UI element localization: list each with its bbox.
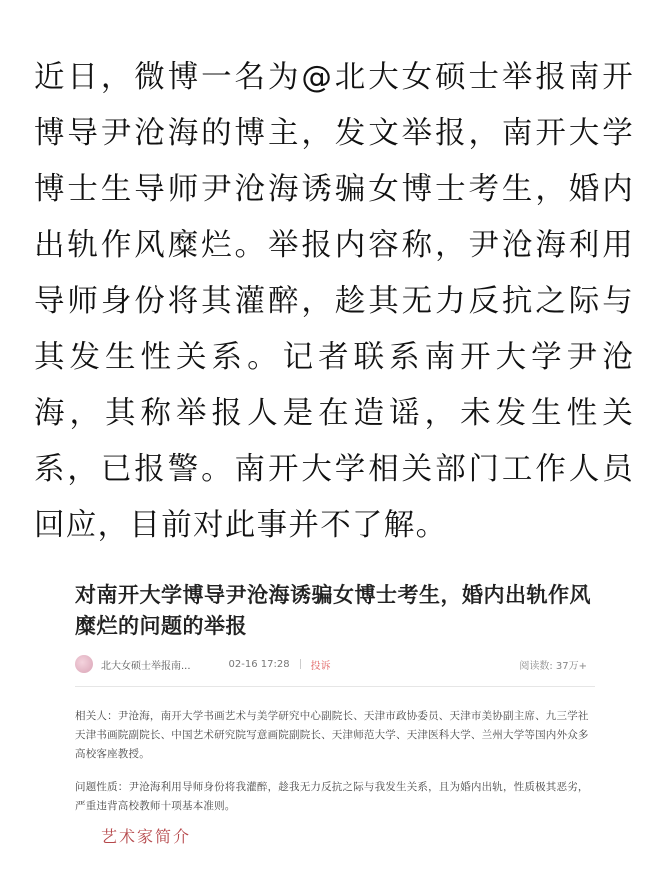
- meta-divider: [300, 659, 301, 669]
- read-count: 阅读数: 37万+: [519, 660, 587, 672]
- author-name: 北大女硕士举报南...: [101, 660, 191, 672]
- post-date: 02-16 17:28: [228, 658, 290, 670]
- avatar: [75, 655, 93, 673]
- complain-link: 投诉: [310, 660, 331, 672]
- issue-nature-paragraph: 问题性质：尹沧海利用导师身份将我灌醉，趁我无力反抗之际与我发生关系，且为婚内出轨，性质极其恶劣，严重违背高校教师十项基本准则。: [75, 781, 589, 812]
- artist-intro-heading: 艺术家简介: [101, 827, 192, 846]
- embedded-weibo-screenshot: [75, 580, 595, 882]
- related-person-paragraph: 相关人：尹沧海，南开大学书画艺术与美学研究中心副院长、天津市政协委员、天津市美协副主席、九三学社天津书画院副院长、中国艺术研究院写意画院副院长、天津师范大学、天津医科大学、兰州大学等国内外众多高校客座教授。: [75, 710, 589, 760]
- news-article: [34, 50, 634, 554]
- separator: [75, 686, 595, 687]
- article-body: 近日，微博一名为@北大女硕士举报南开博导尹沧海的博主，发文举报，南开大学博士生导师尹沧海诱骗女博士考生，婚内出轨作风糜烂。举报内容称，尹沧海利用导师身份将其灌醉，趁其无力反抗之际与其发生性关系。记者联系南开大学尹沧海，其称举报人是在造谣，未发生性关系，已报警。南开大学相关部门工作人员回应，目前对此事并不了解。: [34, 60, 634, 543]
- post-meta: [75, 652, 595, 676]
- post-title: 对南开大学博导尹沧海诱骗女博士考生，婚内出轨作风糜烂的问题的举报: [75, 583, 591, 638]
